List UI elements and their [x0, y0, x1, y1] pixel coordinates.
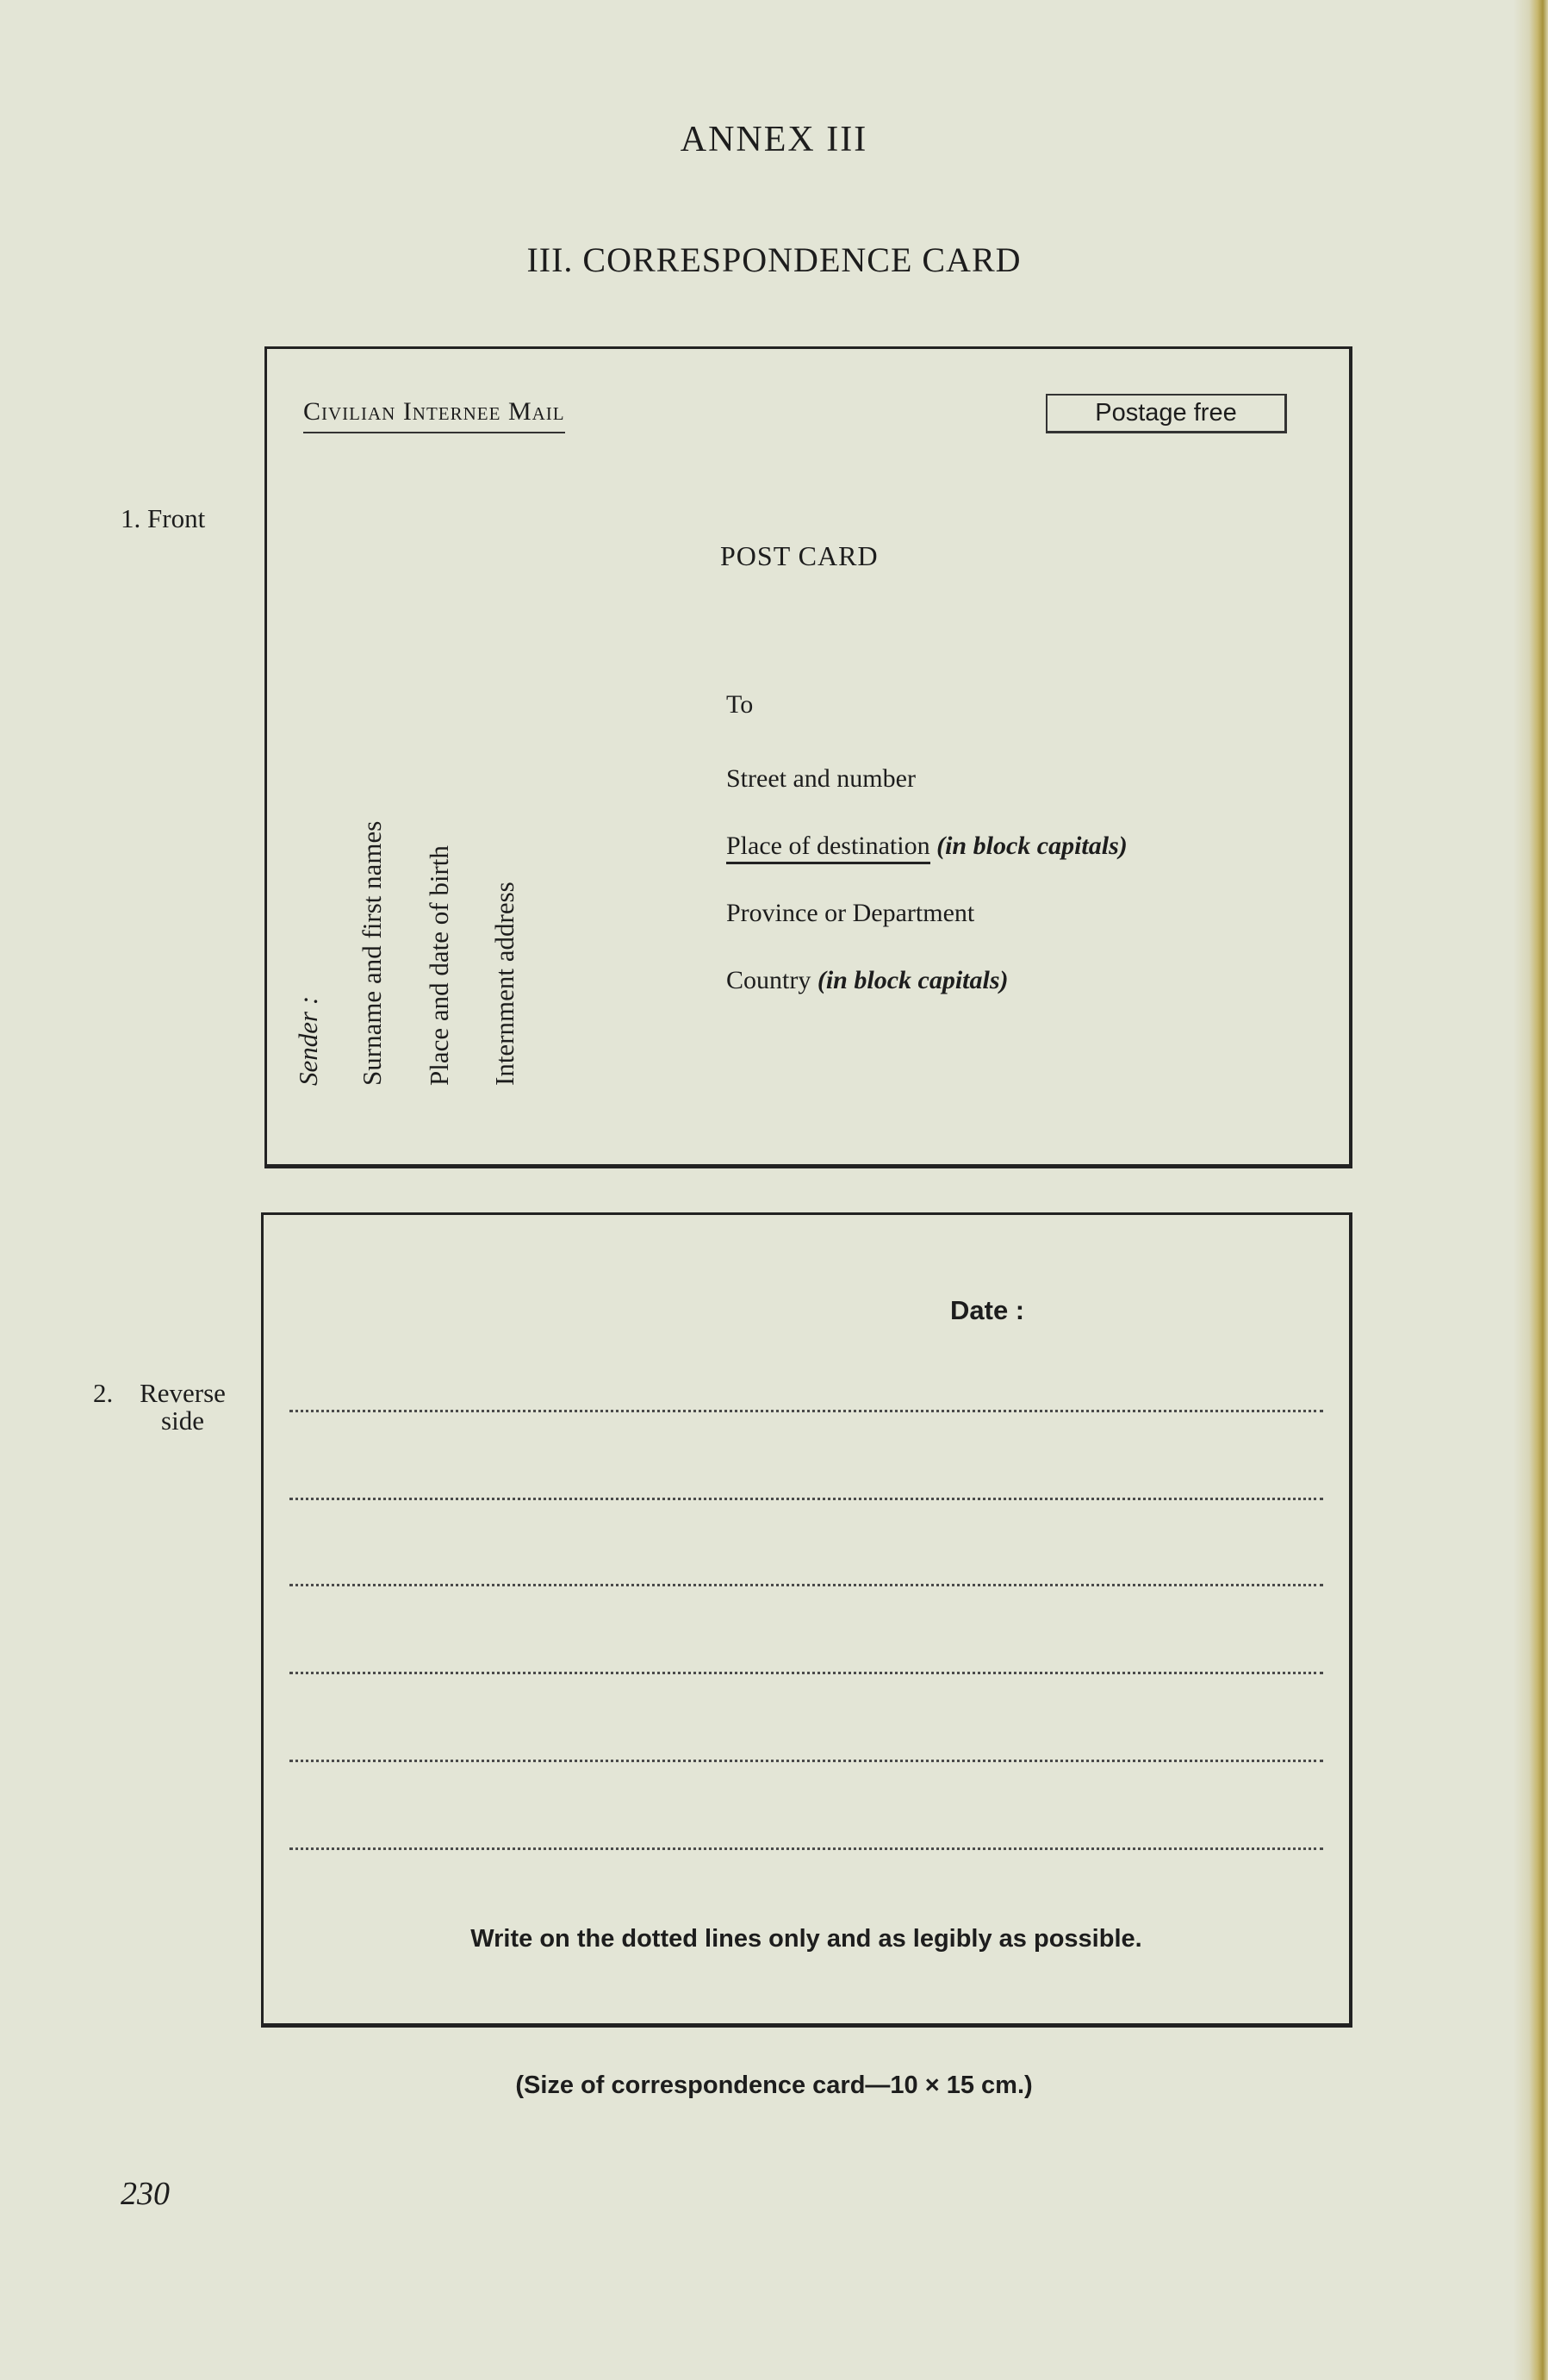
reverse-side-label	[93, 1380, 238, 1435]
country-text: Country	[726, 966, 811, 994]
writing-instruction: Write on the dotted lines only and as legibly as possible.	[470, 1925, 1142, 1953]
dotted-line	[289, 1410, 1323, 1412]
card-reverse	[261, 1212, 1352, 2028]
destination-note: (in block capitals)	[936, 832, 1128, 860]
mail-header: Civilian Internee Mail	[303, 397, 565, 433]
page-number: 230	[121, 2176, 170, 2212]
section-title: III. CORRESPONDENCE CARD	[526, 240, 1022, 279]
page-binding-edge	[1514, 0, 1548, 2380]
date-label: Date :	[950, 1295, 1025, 1325]
street-label: Street and number	[726, 764, 916, 793]
country-label	[726, 966, 1009, 995]
annex-title: ANNEX III	[680, 120, 868, 159]
reverse-label-text: Reverse side	[140, 1378, 226, 1436]
dotted-line	[289, 1584, 1323, 1586]
birth-field-label: Place and date of birth	[424, 845, 454, 1086]
destination-label	[726, 832, 1128, 861]
sender-label: Sender :	[293, 995, 323, 1086]
front-side-label: 1. Front	[121, 503, 206, 533]
destination-text: Place of destination	[726, 832, 930, 864]
post-card-title: POST CARD	[720, 540, 879, 571]
dotted-line	[289, 1498, 1323, 1500]
surname-field-label: Surname and first names	[357, 820, 387, 1086]
postage-free-box: Postage free	[1046, 394, 1287, 433]
card-front	[264, 346, 1352, 1168]
dotted-line	[289, 1672, 1323, 1674]
internment-address-label: Internment address	[489, 882, 519, 1086]
card-size-note: (Size of correspondence card—10 × 15 cm.)	[515, 2072, 1033, 2099]
dotted-line	[289, 1760, 1323, 1762]
province-label: Province or Department	[726, 899, 975, 927]
reverse-label-number: 2.	[93, 1378, 114, 1408]
country-note: (in block capitals)	[817, 966, 1009, 994]
to-label: To	[726, 690, 754, 719]
dotted-line	[289, 1847, 1323, 1850]
